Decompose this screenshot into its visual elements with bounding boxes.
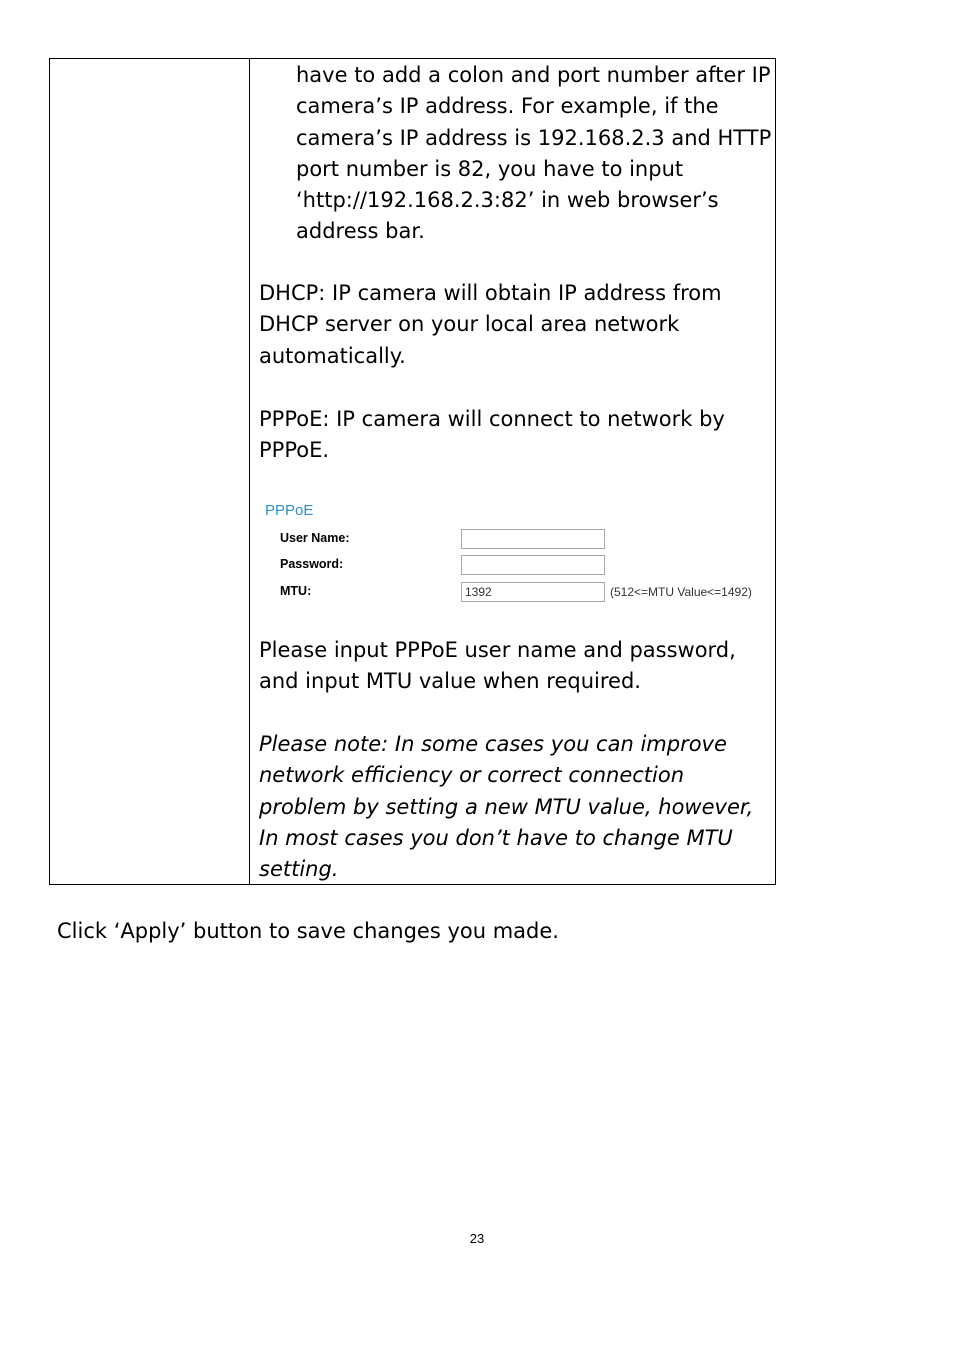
paragraph-line: automatically. <box>259 343 406 368</box>
settings-table <box>49 58 776 885</box>
paragraph-line: have to add a colon and port number after IP <box>296 63 771 87</box>
paragraph-line: PPPoE: IP camera will connect to network by <box>259 407 725 431</box>
paragraph-line: and input MTU value when required. <box>259 669 641 694</box>
paragraph-line: port number is 82, you have to input <box>296 156 684 181</box>
dhcp-paragraph <box>259 278 722 372</box>
pppoe-paragraph <box>259 404 725 467</box>
page-number: 23 <box>469 1231 485 1246</box>
http-port-paragraph <box>296 60 771 248</box>
apply-instruction: Click ‘Apply’ button to save changes you made. <box>57 919 559 943</box>
mtu-label: MTU: <box>280 584 312 598</box>
paragraph-line: ‘http://192.168.2.3:82’ in web browser’s <box>296 188 719 213</box>
paragraph-line: address bar. <box>296 219 425 244</box>
paragraph-line: DHCP: IP camera will obtain IP address from <box>259 281 722 305</box>
paragraph-line: camera’s IP address. For example, if the <box>296 94 719 119</box>
paragraph-line: In most cases you don’t have to change MTU <box>259 825 733 850</box>
paragraph-line: camera’s IP address is 192.168.2.3 and HTTP <box>296 125 772 150</box>
paragraph-line: Please input PPPoE user name and password, <box>259 638 736 662</box>
mtu-note-paragraph <box>259 729 753 885</box>
user-name-label: User Name: <box>280 531 350 545</box>
table-left-cell <box>50 59 250 884</box>
paragraph-line: problem by setting a new MTU value, however, <box>259 794 754 819</box>
paragraph-line: network efficiency or correct connection <box>259 763 685 788</box>
paragraph-line: setting. <box>259 857 339 882</box>
pppoe-panel-title: PPPoE <box>265 502 314 519</box>
password-input[interactable] <box>461 555 605 575</box>
paragraph-line: Please note: In some cases you can improve <box>259 732 727 756</box>
mtu-input[interactable] <box>461 582 605 602</box>
user-name-input[interactable] <box>461 529 605 549</box>
mtu-range-hint: (512<=MTU Value<=1492) <box>610 585 752 599</box>
paragraph-line: DHCP server on your local area network <box>259 312 680 337</box>
pppoe-instruction-paragraph <box>259 635 736 698</box>
paragraph-line: PPPoE. <box>259 438 330 463</box>
pppoe-settings-screenshot <box>264 499 764 609</box>
password-label: Password: <box>280 557 344 571</box>
